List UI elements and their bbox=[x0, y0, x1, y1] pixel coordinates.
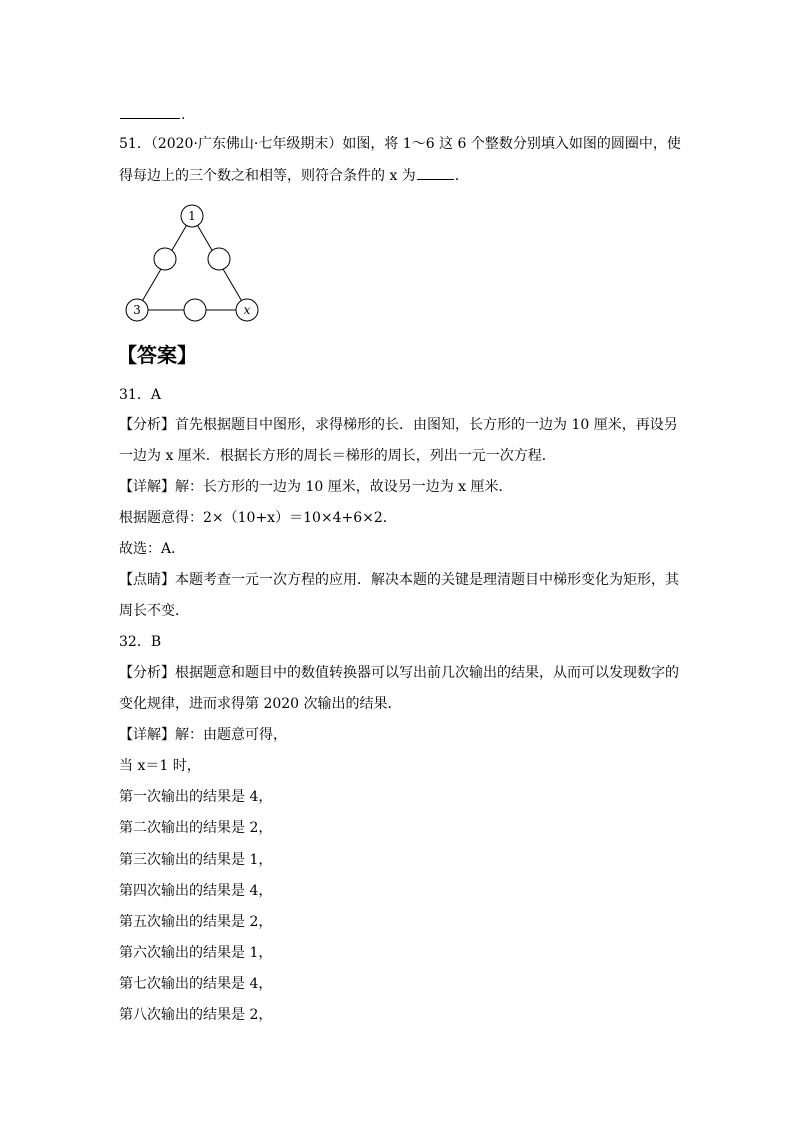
circle-bottom-right-label: x bbox=[243, 303, 251, 317]
answer-31-comment-1: 【点睛】本题考查一元一次方程的应用．解决本题的关键是理清题目中梯形变化为矩形，其 bbox=[119, 572, 679, 588]
output-line-2: 第二次输出的结果是 2， bbox=[119, 820, 273, 836]
question-51-line-1: 51．（2020·广东佛山·七年级期末）如图，将 1～6 这 6 个整数分别填入如图的圆圈中，使 bbox=[119, 136, 681, 152]
output-line-4: 第四次输出的结果是 4， bbox=[119, 883, 273, 899]
output-line-5: 第五次输出的结果是 2， bbox=[119, 914, 273, 930]
answer-31-comment-2: 周长不变． bbox=[119, 603, 189, 619]
output-line-3: 第三次输出的结果是 1， bbox=[119, 852, 273, 868]
answer-blank bbox=[120, 104, 180, 119]
answer-31-analysis-2: 一边为 x 厘米．根据长方形的周长＝梯形的周长，列出一元一次方程． bbox=[119, 448, 556, 464]
answer-32-analysis-1: 【分析】根据题意和题目中的数值转换器可以写出前几次输出的结果，从而可以发现数字的 bbox=[119, 665, 679, 681]
circle-bottom-left-label: 3 bbox=[133, 303, 141, 317]
previous-answer-blank-line bbox=[119, 104, 185, 125]
answer-31-detail-1: 【详解】解：长方形的一边为 10 厘米，故设另一边为 x 厘米． bbox=[119, 479, 513, 495]
answer-31-number: 31．A bbox=[119, 387, 161, 403]
answer-32-detail-2: 当 x＝1 时， bbox=[119, 758, 201, 774]
triangle-circle-figure bbox=[118, 199, 268, 327]
output-line-7: 第七次输出的结果是 4， bbox=[119, 976, 273, 992]
period: . bbox=[454, 168, 460, 184]
output-line-1: 第一次输出的结果是 4， bbox=[119, 789, 273, 805]
question-51-line-2 bbox=[119, 165, 459, 186]
period: . bbox=[181, 107, 186, 123]
circle-left-middle bbox=[154, 248, 176, 270]
answer-32-detail-1: 【详解】解：由题意可得， bbox=[119, 727, 287, 743]
circle-right-middle bbox=[208, 248, 230, 270]
answer-31-detail-2: 根据题意得：2×（10+x）＝10×4+6×2． bbox=[119, 510, 397, 526]
circle-bottom-middle bbox=[184, 299, 206, 321]
answer-blank bbox=[417, 165, 454, 180]
output-line-6: 第六次输出的结果是 1， bbox=[119, 945, 273, 961]
circle-top-label: 1 bbox=[188, 209, 196, 223]
answer-31-detail-3: 故选：A． bbox=[119, 541, 186, 557]
answer-32-number: 32．B bbox=[119, 634, 162, 650]
answer-32-analysis-2: 变化规律，进而求得第 2020 次输出的结果． bbox=[119, 696, 402, 712]
output-line-8: 第八次输出的结果是 2， bbox=[119, 1007, 273, 1023]
answer-31-analysis-1: 【分析】首先根据题目中图形，求得梯形的长．由图知，长方形的一边为 10 厘米，再设另 bbox=[119, 417, 678, 433]
question-51-text: 得每边上的三个数之和相等，则符合条件的 x 为 bbox=[119, 168, 416, 184]
answer-section-heading: 【答案】 bbox=[117, 343, 197, 367]
